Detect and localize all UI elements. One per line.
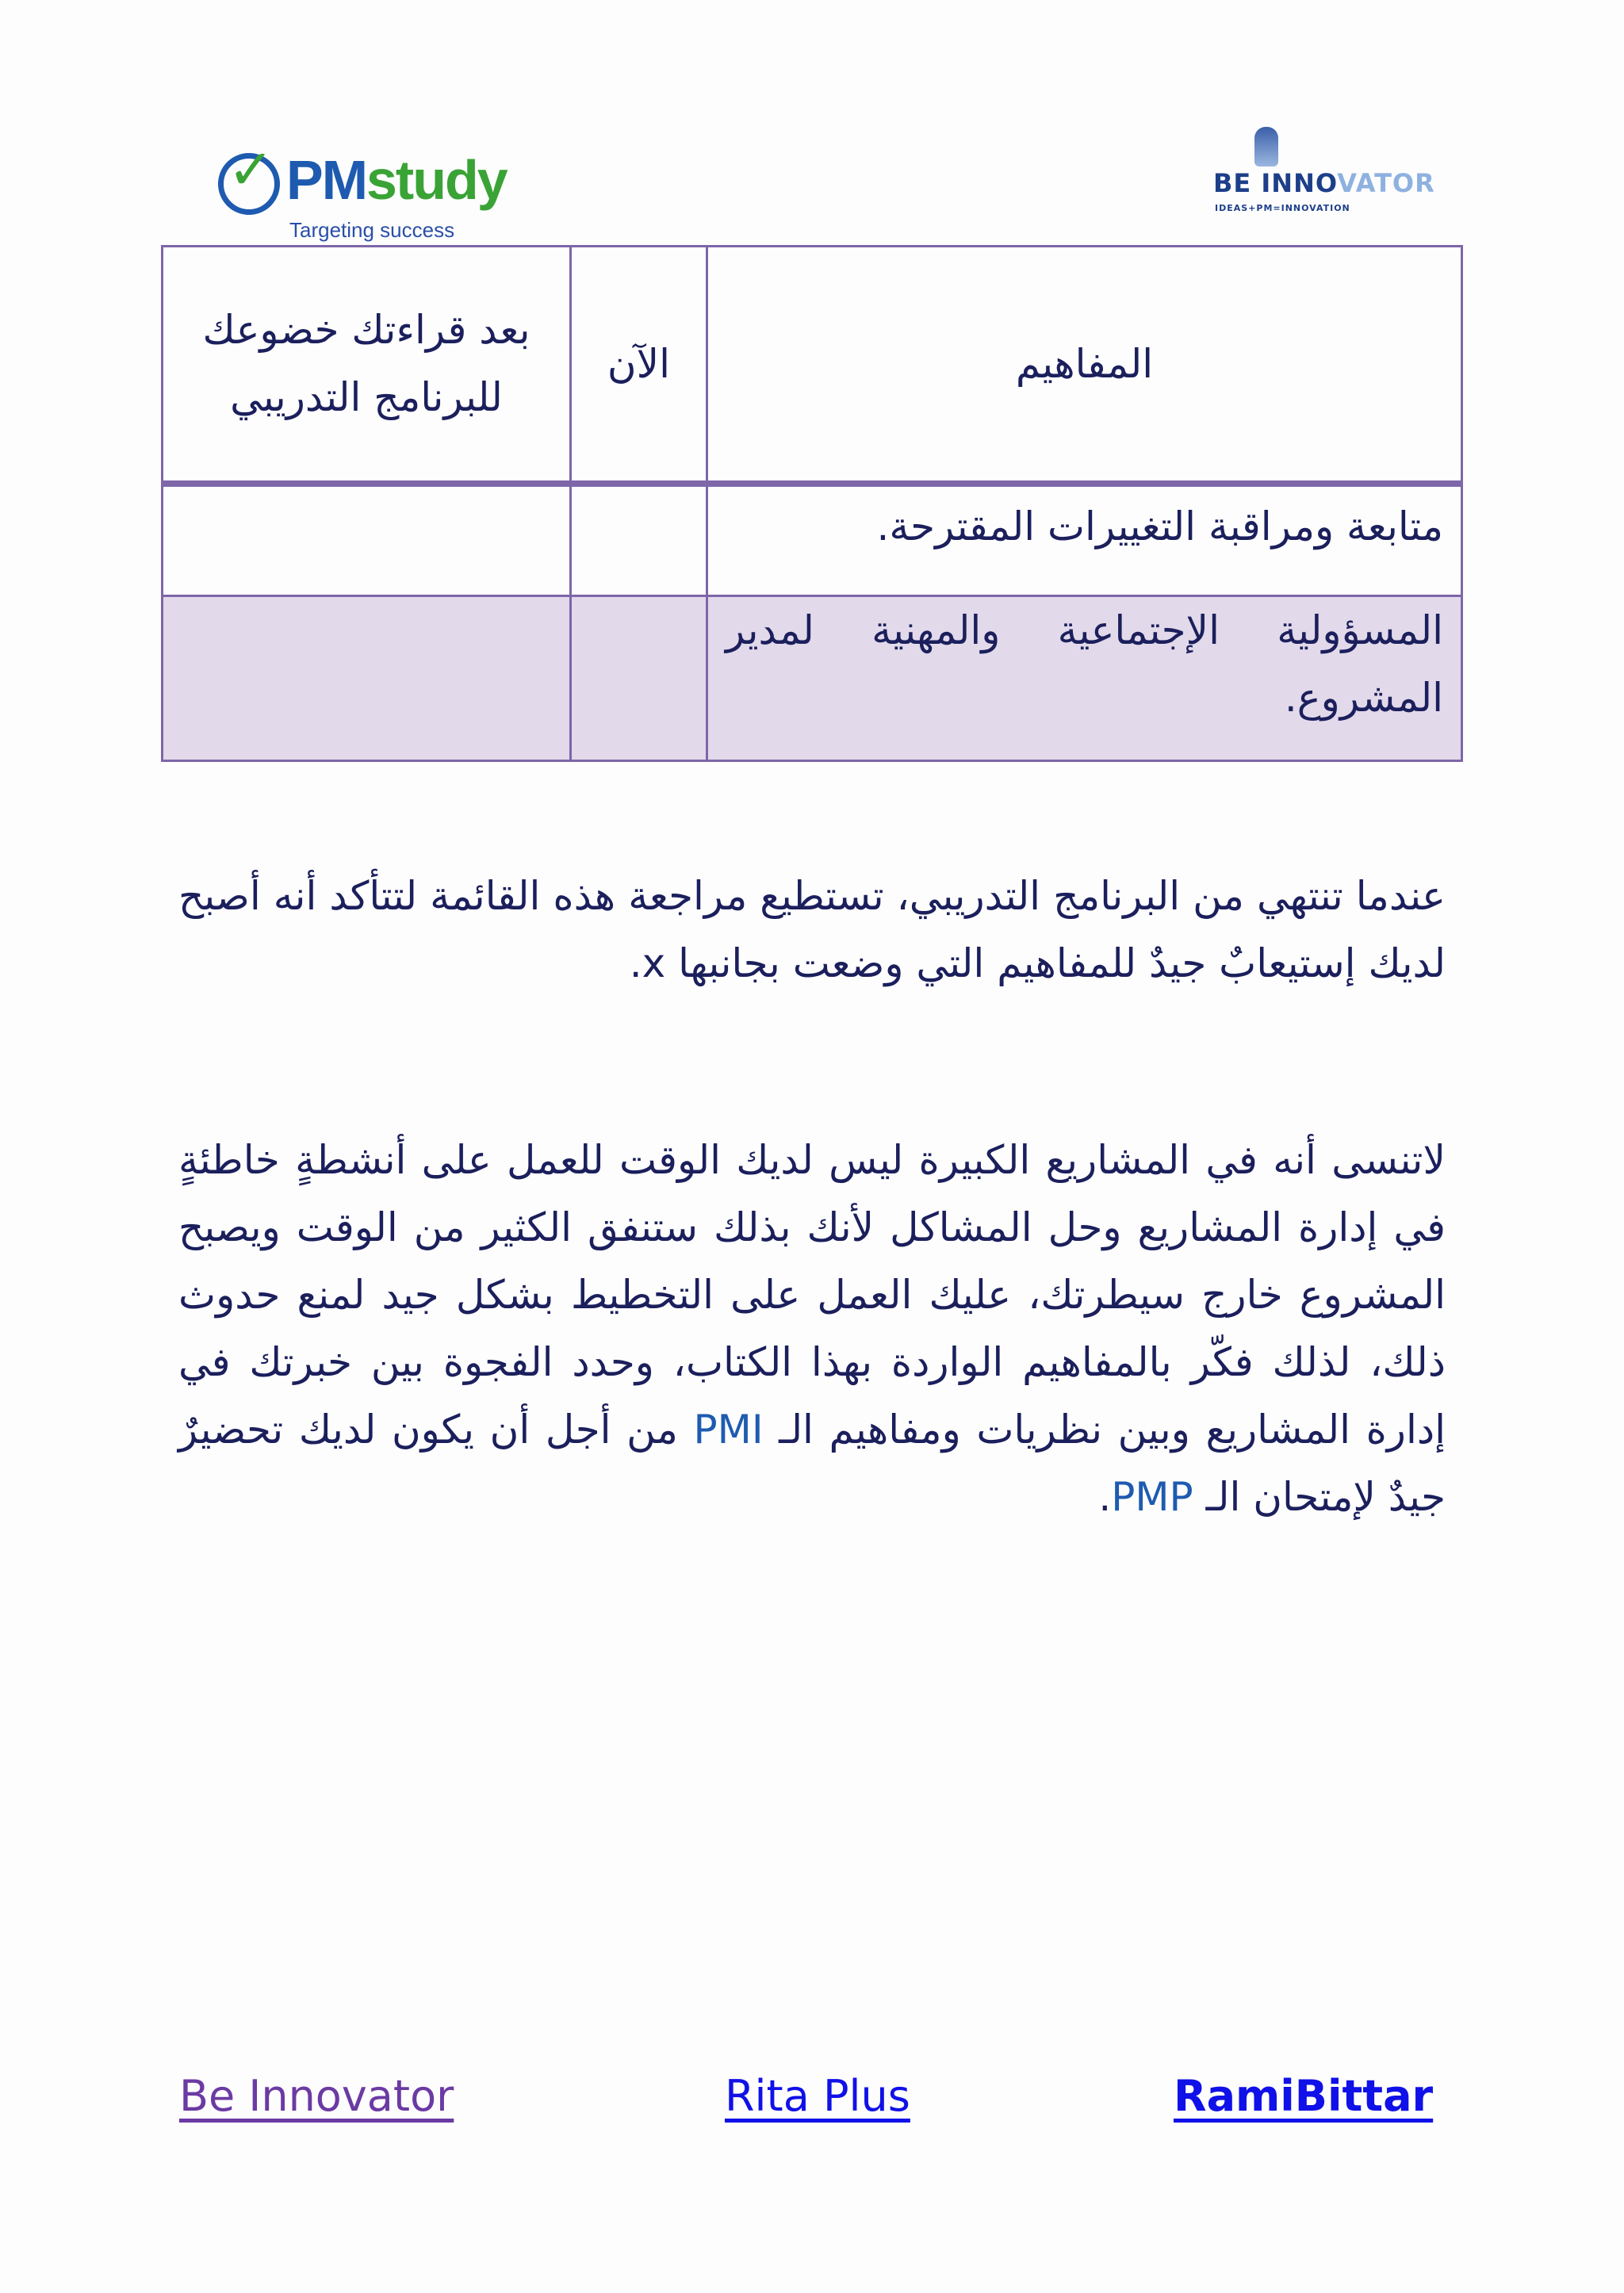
pmi-term: PMI [693,1407,764,1453]
header-after: بعد قراءتك خضوعك للبرنامج التدريبي [163,247,571,484]
concept-cell: المسؤولية الإجتماعية والمهنية لمدير المشروع. [707,596,1462,761]
pmp-term: PMP [1111,1474,1193,1520]
table-row [163,484,1462,596]
header-now: الآن [571,247,707,484]
concepts-table [161,245,1463,762]
now-cell[interactable] [571,596,707,761]
instruction-paragraph: عندما تنتهي من البرنامج التدريبي، تستطيع مراجعة هذه القائمة لتتأكد أنه أصبح لديك إستيعابٌ جيدٌ للمفاهيم التي وضعت بجانبها x. [178,873,1446,986]
pmstudy-logo [218,137,511,246]
now-cell[interactable] [571,484,707,596]
page-content [161,245,1463,1531]
concept-cell: متابعة ومراقبة التغييرات المقترحة. [707,484,1462,596]
table-header-row [163,247,1462,484]
table-row [163,596,1462,761]
be-innovator-subtitle: IDEAS+PM=INNOVATION [1215,203,1350,213]
be-innovator-wordmark: BE INNOVATOR [1213,168,1435,198]
pmstudy-wordmark: PMstudy [286,149,507,211]
be-innovator-link[interactable]: Be Innovator [179,2071,454,2121]
lightbulb-icon [1254,127,1278,167]
rami-bittar-link[interactable]: RamiBittar [1174,2071,1434,2121]
checkmark-icon: ✓ [228,137,274,202]
after-cell[interactable] [163,484,571,596]
rita-plus-link[interactable]: Rita Plus [725,2071,910,2121]
header-concepts: المفاهيم [707,247,1462,484]
after-cell[interactable] [163,596,571,761]
be-innovator-logo [1213,127,1459,222]
pmstudy-tagline: Targeting success [289,218,455,242]
advice-paragraph: لاتنسى أنه في المشاريع الكبيرة ليس لديك الوقت للعمل على أنشطةٍ خاطئةٍ في إدارة المشاريع وحل المشاكل لأنك بذلك ستنفق الكثير من الوقت ويصبح المشروع خارج سيطرتك، عليك العمل على التخطيط بشكل جيد لمنع حدوث ذلك، لذلك فكّر بالمفاهيم الواردة بهذا الكتاب، وحدد الفجوة بين خبرتك في إدارة المشاريع وبين نظريات ومفاهيم الـ PMI من أجل أن يكون لديك تحضيرٌ جيدٌ لإمتحان الـ PMP. [178,1137,1446,1520]
